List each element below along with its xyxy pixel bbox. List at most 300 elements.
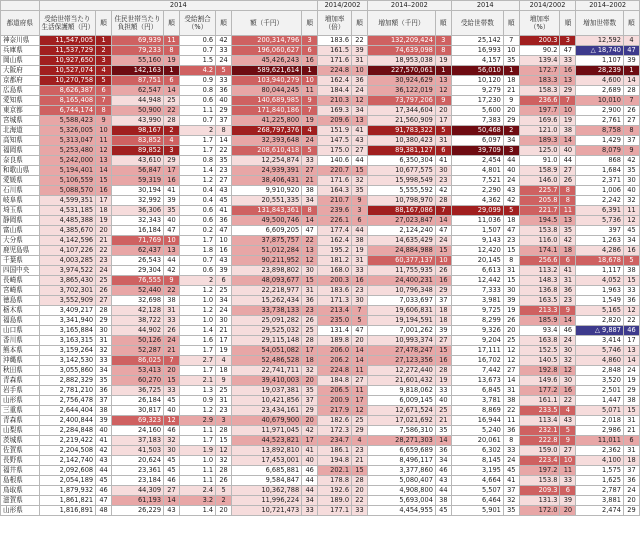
value-cell: 50,468 xyxy=(451,126,503,136)
value-cell: 222.8 xyxy=(519,436,560,446)
value-cell: 132,209,424 xyxy=(367,36,435,46)
value-cell: 6,464 xyxy=(451,496,503,506)
value-cell: 2,756,478 xyxy=(39,396,96,406)
value-cell: 1,575 xyxy=(576,466,624,476)
rank-cell: 11 xyxy=(302,86,318,96)
prefecture-name: 鳥取県 xyxy=(1,486,40,496)
rank-cell: 44 xyxy=(302,486,318,496)
rank-cell: 41 xyxy=(352,126,368,136)
value-cell: 5,588,423 xyxy=(39,116,96,126)
value-cell: 2,882,329 xyxy=(39,376,96,386)
rank-cell: 47 xyxy=(302,226,318,236)
rank-cell: 6 xyxy=(164,76,180,86)
prefecture-name: 千葉県 xyxy=(1,256,40,266)
value-cell: 11,011 xyxy=(576,436,624,446)
rank-cell: 18 xyxy=(623,456,639,466)
rank-cell: 8 xyxy=(435,46,451,56)
rank-cell: 29 xyxy=(435,286,451,296)
rank-cell: 26 xyxy=(435,266,451,276)
rank-cell: 6 xyxy=(560,256,576,266)
value-cell: 3,520 xyxy=(576,376,624,386)
rank-cell: 22 xyxy=(164,106,180,116)
value-cell: 7,442 xyxy=(451,366,503,376)
rank-cell: 14 xyxy=(503,376,519,386)
rank-cell: 17 xyxy=(435,116,451,126)
value-cell: 5,901 xyxy=(451,506,503,516)
rank-cell: 27 xyxy=(164,486,180,496)
rank-cell: 13 xyxy=(164,246,180,256)
rank-cell: 40 xyxy=(302,456,318,466)
value-cell: 3,409,217 xyxy=(39,306,96,316)
rank-cell: 46 xyxy=(164,426,180,436)
rank-cell: 19 xyxy=(302,116,318,126)
rank-cell: 41 xyxy=(302,446,318,456)
rank-cell: 38 xyxy=(302,186,318,196)
value-cell: 3,702,301 xyxy=(39,286,96,296)
rank-cell: 27 xyxy=(560,166,576,176)
rank-cell: 11 xyxy=(503,416,519,426)
value-cell: 1.1 xyxy=(179,476,215,486)
value-cell: 268,797,376 xyxy=(231,126,301,136)
rank-cell: 21 xyxy=(96,236,112,246)
value-cell: 1,263 xyxy=(576,236,624,246)
rank-cell: 16 xyxy=(560,66,576,76)
value-cell: 208,610,418 xyxy=(231,146,301,156)
value-cell: 4,157 xyxy=(451,56,503,66)
value-cell: 194.5 xyxy=(519,216,560,226)
value-cell: 1.1 xyxy=(179,106,215,116)
value-cell: 23,898,802 xyxy=(231,266,301,276)
value-cell: 10,527,074 xyxy=(39,66,96,76)
value-cell: 227,570,061 xyxy=(367,66,435,76)
value-cell: 16,184 xyxy=(111,226,163,236)
value-cell: 177.1 xyxy=(318,506,352,516)
table-row xyxy=(1,266,640,276)
value-cell: 20,551,335 xyxy=(231,196,301,206)
value-cell: 5,555,592 xyxy=(367,186,435,196)
rank-cell: 1 xyxy=(96,36,112,46)
value-cell: 23,361 xyxy=(111,466,163,476)
value-cell: 2,142,740 xyxy=(39,456,96,466)
rank-cell: 40 xyxy=(96,426,112,436)
rank-cell: 18 xyxy=(503,76,519,86)
rank-cell: 7 xyxy=(560,96,576,106)
table-row xyxy=(1,196,640,206)
rank-cell: 31 xyxy=(503,386,519,396)
rank-cell: 25 xyxy=(216,386,232,396)
rank-cell: 15 xyxy=(164,376,180,386)
value-cell: 140.6 xyxy=(318,156,352,166)
prefecture-name: 秋田県 xyxy=(1,366,40,376)
rank-cell: 24 xyxy=(302,136,318,146)
value-cell: 2,124,240 xyxy=(367,226,435,236)
rank-cell: 37 xyxy=(623,466,639,476)
rank-cell: 43 xyxy=(352,136,368,146)
rank-cell: 13 xyxy=(560,216,576,226)
value-cell: 1,507 xyxy=(451,226,503,236)
rank-cell: 46 xyxy=(302,466,318,476)
rank-cell: 42 xyxy=(503,196,519,206)
value-cell: 0.6 xyxy=(179,96,215,106)
rank-cell: 37 xyxy=(435,296,451,306)
value-cell: 0.4 xyxy=(179,186,215,196)
rank-cell: 35 xyxy=(503,506,519,516)
rank-cell: 2 xyxy=(503,126,519,136)
value-cell: 116.0 xyxy=(519,236,560,246)
value-cell: 1,963 xyxy=(576,286,624,296)
value-cell: 1,861,821 xyxy=(39,496,96,506)
value-cell: 183.6 xyxy=(318,36,352,46)
value-cell: 125.0 xyxy=(519,146,560,156)
rank-cell: 41 xyxy=(96,436,112,446)
header-amount: 額（千円） xyxy=(231,11,301,36)
value-cell: 213.3 xyxy=(519,306,560,316)
table-row xyxy=(1,386,640,396)
value-cell: 53,413 xyxy=(111,366,163,376)
value-cell: 4,003,285 xyxy=(39,256,96,266)
rank-cell: 48 xyxy=(96,506,112,516)
value-cell: 182.6 xyxy=(318,416,352,426)
value-cell: 9,818,062 xyxy=(367,386,435,396)
value-cell: 16,944 xyxy=(451,416,503,426)
header-rank: 順 xyxy=(216,11,232,36)
value-cell: 30,194 xyxy=(111,186,163,196)
rank-cell: 32 xyxy=(216,456,232,466)
value-cell: 10,362,788 xyxy=(231,486,301,496)
value-cell: 163.8 xyxy=(519,336,560,346)
value-cell: 2,454 xyxy=(451,156,503,166)
value-cell: 192.6 xyxy=(318,486,352,496)
prefecture-name: 広島県 xyxy=(1,86,40,96)
value-cell: 36,306 xyxy=(111,206,163,216)
value-cell: 206.2 xyxy=(318,356,352,366)
prefecture-name: 青森県 xyxy=(1,376,40,386)
value-cell: 37,183 xyxy=(111,436,163,446)
value-cell: 41,225,800 xyxy=(231,116,301,126)
rank-cell: 8 xyxy=(216,126,232,136)
rank-cell: 34 xyxy=(96,366,112,376)
value-cell: 71,769 xyxy=(111,236,163,246)
rank-cell: 35 xyxy=(352,186,368,196)
rank-cell: 5 xyxy=(623,256,639,266)
rank-cell: 28 xyxy=(435,196,451,206)
value-cell: 32,343 xyxy=(111,216,163,226)
value-cell: 189.8 xyxy=(318,336,352,346)
rank-cell: 24 xyxy=(435,236,451,246)
value-cell: 1.2 xyxy=(179,286,215,296)
value-cell: 171.6 xyxy=(318,176,352,186)
table-row xyxy=(1,136,640,146)
value-cell: 7,383 xyxy=(451,116,503,126)
table-row xyxy=(1,176,640,186)
value-cell: 2.4 xyxy=(179,486,215,496)
value-cell: 4,860 xyxy=(576,356,624,366)
value-cell: 202.1 xyxy=(318,466,352,476)
rank-cell: 18 xyxy=(216,366,232,376)
value-cell: 60,270 xyxy=(111,376,163,386)
rank-cell: 40 xyxy=(435,396,451,406)
value-cell: 171.6 xyxy=(318,56,352,66)
value-cell: 11,996,224 xyxy=(231,496,301,506)
rank-cell: 44 xyxy=(352,156,368,166)
rank-cell: 21 xyxy=(164,346,180,356)
value-cell: 11,036 xyxy=(451,216,503,226)
value-cell: 2.7 xyxy=(179,356,215,366)
value-cell: 6,685,881 xyxy=(231,466,301,476)
value-cell: 50,126 xyxy=(111,336,163,346)
rank-cell: 14 xyxy=(352,346,368,356)
rank-cell: 13 xyxy=(96,156,112,166)
rank-cell: 35 xyxy=(302,386,318,396)
value-cell: 153.8 xyxy=(519,476,560,486)
value-cell: 2,761 xyxy=(576,116,624,126)
rank-cell: 47 xyxy=(503,226,519,236)
value-cell: 9,279 xyxy=(451,86,503,96)
value-cell: 11,537,729 xyxy=(39,46,96,56)
value-cell: 1,625 xyxy=(576,476,624,486)
rank-cell: 19 xyxy=(435,376,451,386)
value-cell: 8,626,387 xyxy=(39,86,96,96)
value-cell: 4,362 xyxy=(451,196,503,206)
table-row xyxy=(1,436,640,446)
value-cell: 0.8 xyxy=(179,86,215,96)
value-cell: 8,869 xyxy=(451,406,503,416)
rank-cell: 7 xyxy=(503,36,519,46)
prefecture-name: 大分県 xyxy=(1,236,40,246)
value-cell: 48,093,677 xyxy=(231,276,301,286)
rank-cell: 16 xyxy=(302,56,318,66)
rank-cell: 32 xyxy=(623,196,639,206)
value-cell: 131.4 xyxy=(318,326,352,336)
prefecture-name: 和歌山県 xyxy=(1,166,40,176)
value-cell: 23,184 xyxy=(111,476,163,486)
rank-cell: 14 xyxy=(435,216,451,226)
value-cell: 28,271,303 xyxy=(367,436,435,446)
value-cell: 200.9 xyxy=(318,396,352,406)
rank-cell: 38 xyxy=(164,296,180,306)
rank-cell: 22 xyxy=(503,406,519,416)
rank-cell: 34 xyxy=(503,136,519,146)
rank-cell: 33 xyxy=(503,446,519,456)
value-cell: 5,746 xyxy=(576,346,624,356)
value-cell: 1.6 xyxy=(179,336,215,346)
rank-cell: 19 xyxy=(503,306,519,316)
value-cell: 4,600 xyxy=(576,76,624,86)
rank-cell: 12 xyxy=(623,216,639,226)
table-row xyxy=(1,286,640,296)
rank-cell: 23 xyxy=(435,176,451,186)
rank-cell: 41 xyxy=(503,476,519,486)
value-cell: 6,609,205 xyxy=(231,226,301,236)
value-cell: 5,326,005 xyxy=(39,126,96,136)
rank-cell: 42 xyxy=(96,446,112,456)
rank-cell: 29 xyxy=(302,406,318,416)
prefecture-name: 滋賀県 xyxy=(1,496,40,506)
rank-cell: 3 xyxy=(352,206,368,216)
table-row xyxy=(1,336,640,346)
rank-cell: 14 xyxy=(435,436,451,446)
value-cell: 6,350,304 xyxy=(367,156,435,166)
value-cell: 5,253,480 xyxy=(39,146,96,156)
table-row xyxy=(1,76,640,86)
rank-cell: 14 xyxy=(560,136,576,146)
value-cell: 7,521 xyxy=(451,176,503,186)
table-row xyxy=(1,206,640,216)
value-cell: 27,023,847 xyxy=(367,216,435,226)
value-cell: 4,286 xyxy=(576,246,624,256)
value-cell: 5,600 xyxy=(451,106,503,116)
value-cell: 28,239 xyxy=(576,66,624,76)
value-cell: 206.0 xyxy=(318,346,352,356)
value-cell: 24,939,391 xyxy=(231,166,301,176)
rank-cell: 25 xyxy=(302,326,318,336)
value-cell: 184.4 xyxy=(318,86,352,96)
rank-cell: 25 xyxy=(164,96,180,106)
value-cell: 19,037,381 xyxy=(231,386,301,396)
rank-cell: 43 xyxy=(96,456,112,466)
value-cell: 27,123,356 xyxy=(367,356,435,366)
prefecture-name: 沖縄県 xyxy=(1,356,40,366)
value-cell: 10,993,374 xyxy=(367,336,435,346)
value-cell: 232.1 xyxy=(519,426,560,436)
rank-cell: 27 xyxy=(96,296,112,306)
value-cell: 4,531,185 xyxy=(39,206,96,216)
rank-cell: 47 xyxy=(623,46,639,56)
table-row xyxy=(1,446,640,456)
rank-cell: 23 xyxy=(96,256,112,266)
rank-cell: 10 xyxy=(560,456,576,466)
prefecture-name: 京都府 xyxy=(1,76,40,86)
table-row xyxy=(1,476,640,486)
rank-cell: 3 xyxy=(560,36,576,46)
value-cell: 2.9 xyxy=(179,416,215,426)
value-cell: 2,820 xyxy=(576,316,624,326)
value-cell: 1,549 xyxy=(576,296,624,306)
rank-cell: 23 xyxy=(560,296,576,306)
value-cell: 2 xyxy=(179,126,215,136)
rank-cell: 24 xyxy=(623,486,639,496)
value-cell: 4.2 xyxy=(179,66,215,76)
value-cell: 9,204 xyxy=(451,336,503,346)
rank-cell: 39 xyxy=(560,496,576,506)
value-cell: 162.4 xyxy=(318,236,352,246)
rank-cell: 6 xyxy=(623,436,639,446)
prefecture-name: 福井県 xyxy=(1,466,40,476)
table-row xyxy=(1,186,640,196)
rank-cell: 16 xyxy=(216,246,232,256)
value-cell: 79,233 xyxy=(111,46,163,56)
prefecture-name: 高知県 xyxy=(1,136,40,146)
value-cell: 1.0 xyxy=(179,456,215,466)
value-cell: 56,010 xyxy=(451,66,503,76)
value-cell: 189.3 xyxy=(519,136,560,146)
rank-cell: 28 xyxy=(623,86,639,96)
value-cell: 186.1 xyxy=(318,446,352,456)
value-cell: 151.9 xyxy=(318,126,352,136)
rank-cell: 26 xyxy=(216,476,232,486)
value-cell: 52,440 xyxy=(111,286,163,296)
value-cell: 7,586,310 xyxy=(367,426,435,436)
value-cell: 868 xyxy=(576,156,624,166)
value-cell: 44,948 xyxy=(111,96,163,106)
value-cell: 2,242 xyxy=(576,196,624,206)
rank-cell: 12 xyxy=(560,366,576,376)
value-cell: 38,406,431 xyxy=(231,176,301,186)
rank-cell: 24 xyxy=(216,306,232,316)
prefecture-name: 香川県 xyxy=(1,336,40,346)
rank-cell: 43 xyxy=(560,416,576,426)
value-cell: 38,722 xyxy=(111,316,163,326)
value-cell: 69,939 xyxy=(111,36,163,46)
rank-cell: 14 xyxy=(164,496,180,506)
value-cell: 136.8 xyxy=(519,286,560,296)
value-cell: 159.0 xyxy=(519,446,560,456)
rank-cell: 5 xyxy=(302,146,318,156)
rank-cell: 15 xyxy=(623,276,639,286)
value-cell: 161.1 xyxy=(519,396,560,406)
rank-cell: 32 xyxy=(560,356,576,366)
rank-cell: 36 xyxy=(352,76,368,86)
rank-cell: 26 xyxy=(623,106,639,116)
value-cell: 172.7 xyxy=(519,66,560,76)
rank-cell: 13 xyxy=(560,76,576,86)
value-cell: 206.5 xyxy=(318,386,352,396)
rank-cell: 29 xyxy=(560,86,576,96)
value-cell: 12,420 xyxy=(451,246,503,256)
value-cell: 91,783,322 xyxy=(367,126,435,136)
value-cell: 189.0 xyxy=(318,496,352,506)
rank-cell: 8 xyxy=(302,206,318,216)
rank-cell: 20 xyxy=(302,416,318,426)
rank-cell: 6 xyxy=(96,86,112,96)
rank-cell: 32 xyxy=(352,176,368,186)
header-group-2014-2002-d: 2014–2002 xyxy=(576,1,640,11)
rank-cell: 45 xyxy=(435,506,451,516)
value-cell: 10,010 xyxy=(576,96,624,106)
table-row xyxy=(1,36,640,46)
value-cell: 3,781 xyxy=(451,396,503,406)
value-cell: 32,393,648 xyxy=(231,136,301,146)
rank-cell: 22 xyxy=(623,316,639,326)
rank-cell: 1 xyxy=(503,66,519,76)
value-cell: 5,240 xyxy=(451,426,503,436)
value-cell: 32,698 xyxy=(111,296,163,306)
rank-cell: 38 xyxy=(503,396,519,406)
rank-cell: 38 xyxy=(623,266,639,276)
value-cell: 149.6 xyxy=(519,376,560,386)
prefecture-name: 東京都 xyxy=(1,106,40,116)
rank-cell: 23 xyxy=(216,166,232,176)
rank-cell: 16 xyxy=(623,246,639,256)
rank-cell: 20 xyxy=(623,496,639,506)
value-cell: 22,218,977 xyxy=(231,286,301,296)
value-cell: 0.7 xyxy=(179,46,215,56)
value-cell: 158.3 xyxy=(519,86,560,96)
rank-cell: 31 xyxy=(96,336,112,346)
value-cell: 73,797,206 xyxy=(367,96,435,106)
rank-cell: 19 xyxy=(435,56,451,66)
table-row xyxy=(1,416,640,426)
value-cell: 11,547,005 xyxy=(39,36,96,46)
prefecture-name: 埼玉県 xyxy=(1,206,40,216)
rank-cell: 19 xyxy=(216,346,232,356)
rank-cell: 21 xyxy=(623,426,639,436)
rank-cell: 27 xyxy=(623,116,639,126)
value-cell: 0.2 xyxy=(179,226,215,236)
table-row xyxy=(1,46,640,56)
rank-cell: 22 xyxy=(216,146,232,156)
rank-cell: 47 xyxy=(560,46,576,56)
